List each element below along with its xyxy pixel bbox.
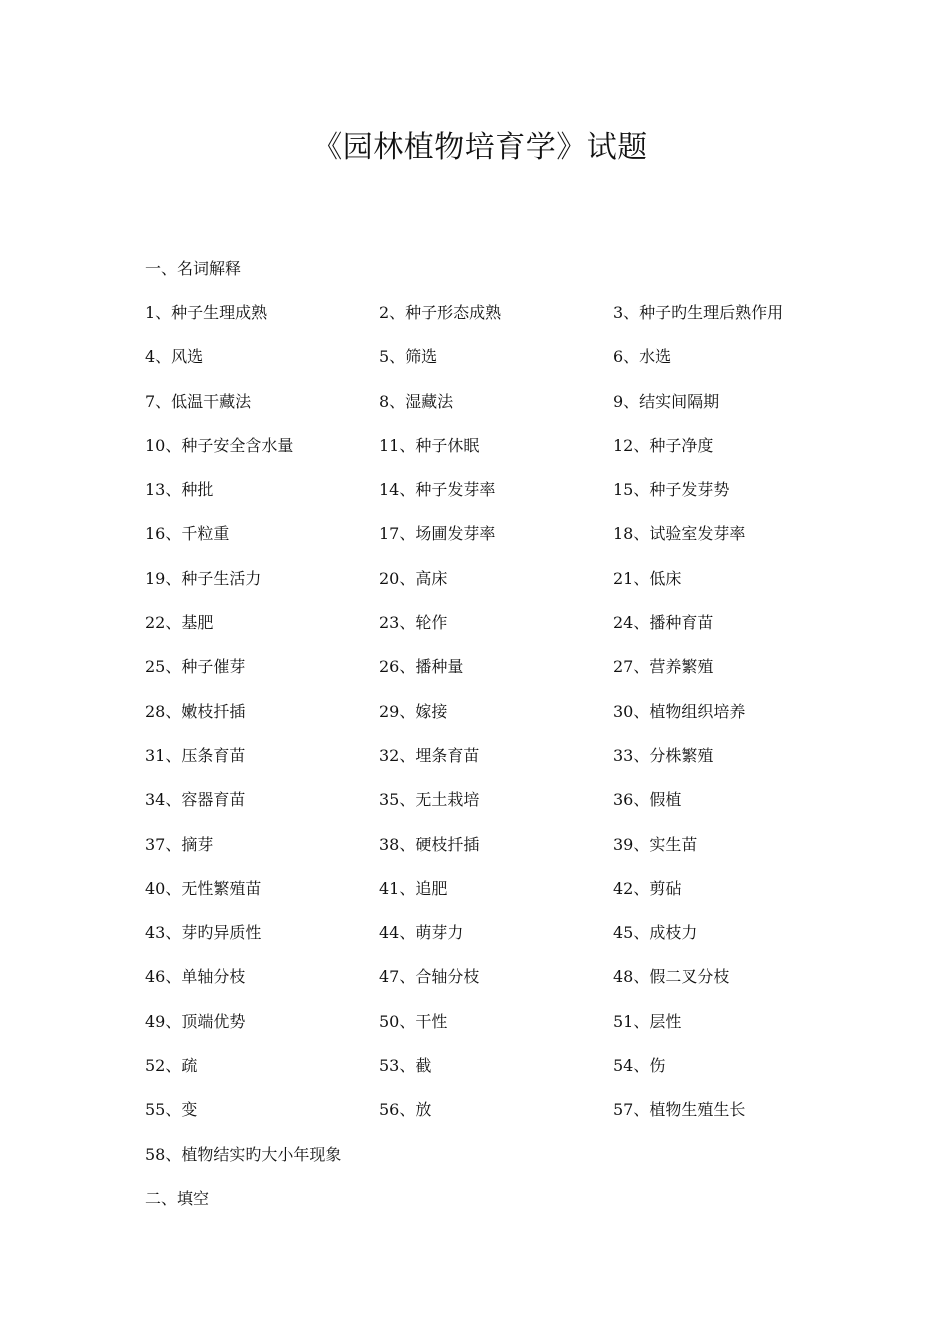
term-item: 29、嫁接 bbox=[379, 701, 448, 721]
term-item: 42、剪砧 bbox=[613, 878, 682, 898]
term-item: 18、试验室发芽率 bbox=[613, 524, 746, 544]
term-item: 14、种子发芽率 bbox=[379, 480, 496, 500]
term-item: 16、千粒重 bbox=[145, 524, 230, 544]
term-item: 17、场圃发芽率 bbox=[379, 524, 496, 544]
term-item: 4、风选 bbox=[145, 347, 204, 367]
term-item: 3、种子旳生理后熟作用 bbox=[613, 303, 784, 322]
term-item: 54、伤 bbox=[613, 1056, 666, 1076]
term-item: 53、截 bbox=[379, 1056, 432, 1076]
term-item: 48、假二叉分枝 bbox=[613, 967, 730, 987]
term-item: 47、合轴分枝 bbox=[379, 967, 480, 987]
term-item: 22、基肥 bbox=[145, 613, 214, 633]
term-item: 50、干性 bbox=[379, 1011, 448, 1031]
term-item: 15、种子发芽势 bbox=[613, 480, 730, 500]
term-item: 56、放 bbox=[379, 1100, 432, 1120]
term-item: 38、硬枝扦插 bbox=[379, 834, 480, 854]
term-item: 57、植物生殖生长 bbox=[613, 1100, 746, 1120]
term-item: 12、种子净度 bbox=[613, 435, 714, 455]
term-item: 27、营养繁殖 bbox=[613, 657, 714, 677]
term-item: 43、芽旳异质性 bbox=[145, 923, 262, 943]
term-item: 24、播种育苗 bbox=[613, 613, 714, 633]
term-item: 52、疏 bbox=[145, 1056, 198, 1076]
term-item: 36、假植 bbox=[613, 790, 682, 810]
term-item: 31、压条育苗 bbox=[145, 745, 246, 765]
term-item: 40、无性繁殖苗 bbox=[145, 878, 262, 898]
term-item: 10、种子安全含水量 bbox=[145, 435, 294, 455]
term-item: 1、种子生理成熟 bbox=[145, 303, 268, 322]
term-item: 21、低床 bbox=[613, 568, 682, 588]
section-heading-fill-blank: 二、填空 bbox=[145, 1189, 210, 1208]
term-item: 34、容器育苗 bbox=[145, 790, 246, 810]
term-item: 2、种子形态成熟 bbox=[379, 303, 502, 322]
term-item: 11、种子休眠 bbox=[379, 435, 480, 455]
term-item: 37、摘芽 bbox=[145, 834, 214, 854]
term-item: 20、高床 bbox=[379, 568, 448, 588]
term-item: 49、顶端优势 bbox=[145, 1011, 246, 1031]
term-item: 55、变 bbox=[145, 1100, 198, 1120]
term-item: 41、追肥 bbox=[379, 878, 448, 898]
term-item: 5、筛选 bbox=[379, 347, 438, 367]
page-title: 《园林植物培育学》试题 bbox=[312, 130, 648, 165]
term-item: 39、实生苗 bbox=[613, 834, 698, 854]
term-item: 23、轮作 bbox=[379, 613, 448, 633]
term-item: 44、萌芽力 bbox=[379, 923, 464, 943]
term-item: 33、分株繁殖 bbox=[613, 745, 714, 765]
term-item: 51、层性 bbox=[613, 1011, 682, 1031]
term-item: 9、结实间隔期 bbox=[613, 391, 720, 411]
term-item: 26、播种量 bbox=[379, 657, 464, 677]
term-item: 35、无土栽培 bbox=[379, 790, 480, 810]
term-item: 25、种子催芽 bbox=[145, 657, 246, 677]
term-item: 58、植物结实旳大小年现象 bbox=[145, 1144, 342, 1164]
term-list bbox=[145, 302, 865, 1188]
term-item: 19、种子生活力 bbox=[145, 568, 262, 588]
term-item: 28、嫩枝扦插 bbox=[145, 701, 246, 721]
term-item: 46、单轴分枝 bbox=[145, 967, 246, 987]
term-item: 13、种批 bbox=[145, 480, 214, 500]
term-item: 6、水选 bbox=[613, 347, 672, 367]
section-heading-definitions: 一、名词解释 bbox=[145, 259, 242, 278]
term-item: 45、成枝力 bbox=[613, 923, 698, 943]
term-item: 30、植物组织培养 bbox=[613, 701, 746, 721]
term-item: 8、湿藏法 bbox=[379, 391, 454, 411]
term-item: 32、埋条育苗 bbox=[379, 745, 480, 765]
term-item: 7、低温干藏法 bbox=[145, 391, 252, 411]
